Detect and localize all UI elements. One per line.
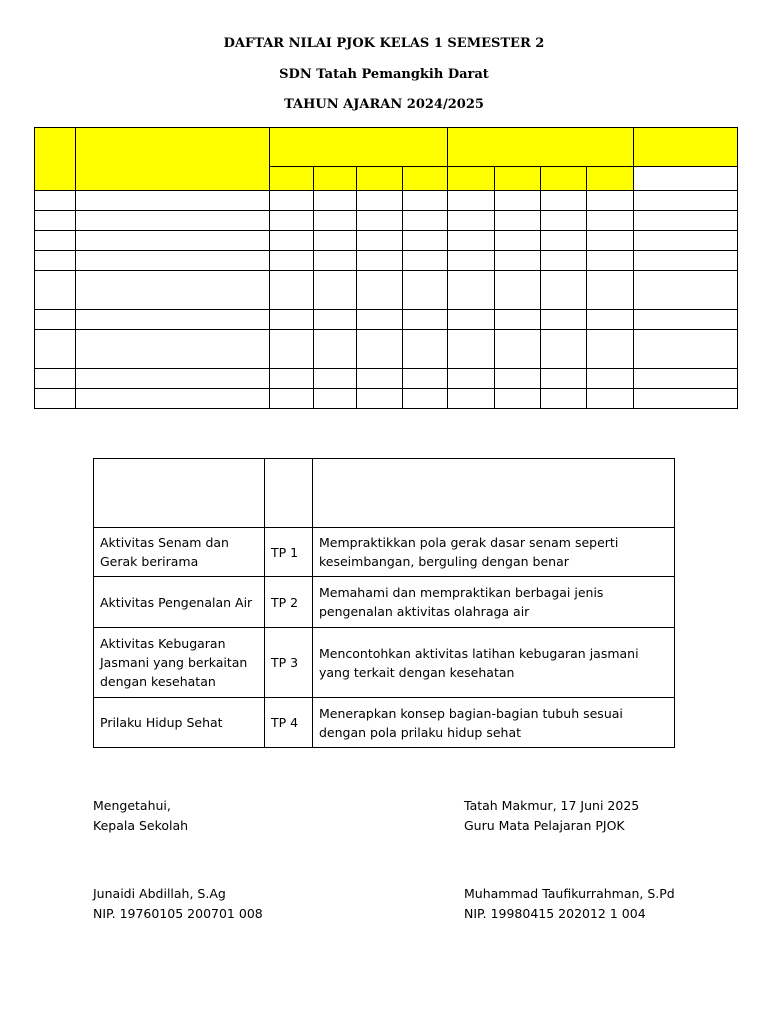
grade-cell bbox=[541, 211, 587, 231]
header-subcell bbox=[314, 167, 357, 191]
tp-goal: Mempraktikkan pola gerak dasar senam seperti keseimbangan, berguling dengan benar bbox=[313, 528, 675, 577]
grade-cell bbox=[587, 369, 634, 389]
grade-cell bbox=[403, 389, 448, 409]
grade-cell bbox=[314, 211, 357, 231]
grade-cell bbox=[35, 271, 76, 310]
header-cell-name bbox=[76, 128, 270, 191]
header-subcell bbox=[587, 167, 634, 191]
grade-cell bbox=[495, 369, 541, 389]
grade-cell bbox=[76, 389, 270, 409]
header-cell-final bbox=[634, 128, 738, 167]
grade-cell bbox=[448, 231, 495, 251]
grade-cell bbox=[495, 330, 541, 369]
tp-material: Aktivitas Pengenalan Air bbox=[94, 577, 265, 628]
grade-cell bbox=[76, 231, 270, 251]
grade-cell bbox=[270, 330, 314, 369]
grade-row bbox=[35, 251, 738, 271]
grade-cell bbox=[403, 330, 448, 369]
grade-cell bbox=[357, 310, 403, 330]
grade-cell bbox=[35, 191, 76, 211]
header-subcell bbox=[448, 167, 495, 191]
header-subcell-final bbox=[634, 167, 738, 191]
grade-cell bbox=[541, 231, 587, 251]
grade-cell bbox=[634, 271, 738, 310]
grade-cell bbox=[448, 310, 495, 330]
grade-cell bbox=[541, 271, 587, 310]
grade-cell bbox=[448, 251, 495, 271]
header-subcell bbox=[541, 167, 587, 191]
grade-cell bbox=[541, 191, 587, 211]
tp-row bbox=[94, 628, 675, 698]
grade-cell bbox=[357, 251, 403, 271]
grade-cell bbox=[270, 369, 314, 389]
grade-cell bbox=[270, 389, 314, 409]
grade-cell bbox=[357, 191, 403, 211]
grade-cell bbox=[314, 369, 357, 389]
grade-cell bbox=[495, 251, 541, 271]
learning-objectives-table bbox=[93, 458, 675, 748]
grade-row bbox=[35, 211, 738, 231]
grade-cell bbox=[35, 211, 76, 231]
tp-row bbox=[94, 528, 675, 577]
grade-cell bbox=[587, 251, 634, 271]
tp-code: TP 1 bbox=[265, 528, 313, 577]
principal-block bbox=[93, 796, 188, 836]
grade-cell bbox=[403, 211, 448, 231]
grade-cell bbox=[35, 369, 76, 389]
grade-cell bbox=[541, 330, 587, 369]
teacher-name: Muhammad Taufikurrahman, S.Pd bbox=[464, 886, 675, 901]
teacher-signature bbox=[464, 884, 675, 924]
grade-row bbox=[35, 389, 738, 409]
tp-goal: Memahami dan mempraktikan berbagai jenis pengenalan aktivitas olahraga air bbox=[313, 577, 675, 628]
grade-row bbox=[35, 310, 738, 330]
grade-cell bbox=[270, 310, 314, 330]
grade-cell bbox=[35, 389, 76, 409]
grade-cell bbox=[314, 389, 357, 409]
tp-header-material bbox=[94, 459, 265, 528]
header-subcell bbox=[270, 167, 314, 191]
grade-cell bbox=[495, 310, 541, 330]
teacher-nip: NIP. 19980415 202012 1 004 bbox=[464, 906, 646, 921]
grade-cell bbox=[76, 191, 270, 211]
grade-cell bbox=[76, 271, 270, 310]
header-subcell bbox=[357, 167, 403, 191]
grade-cell bbox=[357, 231, 403, 251]
grade-cell bbox=[448, 389, 495, 409]
grade-cell bbox=[35, 330, 76, 369]
grade-cell bbox=[314, 231, 357, 251]
grade-cell bbox=[35, 231, 76, 251]
acknowledged-label: Mengetahui, bbox=[93, 798, 171, 813]
grade-cell bbox=[541, 389, 587, 409]
tp-material: Prilaku Hidup Sehat bbox=[94, 698, 265, 748]
grade-cell bbox=[76, 211, 270, 231]
grade-row bbox=[35, 369, 738, 389]
grade-cell bbox=[76, 369, 270, 389]
grade-cell bbox=[357, 271, 403, 310]
grade-cell bbox=[314, 251, 357, 271]
tp-material: Aktivitas Kebugaran Jasmani yang berkaitan dengan kesehatan bbox=[94, 628, 265, 698]
tp-header-goal bbox=[313, 459, 675, 528]
grade-cell bbox=[403, 251, 448, 271]
teacher-title: Guru Mata Pelajaran PJOK bbox=[464, 818, 625, 833]
grade-cell bbox=[357, 211, 403, 231]
grade-cell bbox=[270, 251, 314, 271]
grade-row bbox=[35, 191, 738, 211]
grade-row bbox=[35, 330, 738, 369]
tp-goal: Mencontohkan aktivitas latihan kebugaran jasmani yang terkait dengan kesehatan bbox=[313, 628, 675, 698]
grade-cell bbox=[448, 271, 495, 310]
grade-cell bbox=[357, 330, 403, 369]
grade-cell bbox=[587, 231, 634, 251]
grade-cell bbox=[448, 211, 495, 231]
grade-cell bbox=[495, 389, 541, 409]
grade-cell bbox=[448, 369, 495, 389]
grade-cell bbox=[76, 251, 270, 271]
grade-cell bbox=[634, 191, 738, 211]
grade-cell bbox=[634, 389, 738, 409]
grade-cell bbox=[634, 330, 738, 369]
grade-cell bbox=[357, 369, 403, 389]
grade-cell bbox=[634, 310, 738, 330]
grade-cell bbox=[76, 310, 270, 330]
grade-cell bbox=[495, 191, 541, 211]
grade-cell bbox=[270, 271, 314, 310]
header-cell-no bbox=[35, 128, 76, 191]
tp-code: TP 4 bbox=[265, 698, 313, 748]
grade-cell bbox=[270, 191, 314, 211]
principal-title: Kepala Sekolah bbox=[93, 818, 189, 833]
grade-cell bbox=[634, 231, 738, 251]
tp-header-code bbox=[265, 459, 313, 528]
grade-cell bbox=[634, 211, 738, 231]
grade-cell bbox=[314, 271, 357, 310]
tp-row bbox=[94, 577, 675, 628]
tp-row bbox=[94, 698, 675, 748]
tp-code: TP 2 bbox=[265, 577, 313, 628]
grade-cell bbox=[270, 231, 314, 251]
grade-cell bbox=[403, 271, 448, 310]
grade-cell bbox=[587, 211, 634, 231]
grade-cell bbox=[541, 251, 587, 271]
document-title: DAFTAR NILAI PJOK KELAS 1 SEMESTER 2 bbox=[223, 36, 545, 51]
principal-name: Junaidi Abdillah, S.Ag bbox=[93, 886, 226, 901]
grade-cell bbox=[314, 191, 357, 211]
grade-row bbox=[35, 231, 738, 251]
principal-nip: NIP. 19760105 200701 008 bbox=[93, 906, 263, 921]
teacher-block bbox=[464, 796, 639, 836]
academic-year: TAHUN AJARAN 2024/2025 bbox=[284, 97, 484, 112]
grade-cell bbox=[495, 231, 541, 251]
grade-cell bbox=[403, 310, 448, 330]
principal-signature bbox=[93, 884, 263, 924]
grade-cell bbox=[403, 191, 448, 211]
grade-cell bbox=[587, 191, 634, 211]
school-name: SDN Tatah Pemangkih Darat bbox=[279, 67, 489, 82]
grade-cell bbox=[35, 251, 76, 271]
grade-cell bbox=[587, 330, 634, 369]
header-cell-group-2 bbox=[448, 128, 634, 167]
grade-cell bbox=[495, 271, 541, 310]
grade-cell bbox=[541, 310, 587, 330]
grade-cell bbox=[314, 330, 357, 369]
grade-cell bbox=[541, 369, 587, 389]
tp-material: Aktivitas Senam dan Gerak berirama bbox=[94, 528, 265, 577]
header-cell-group-1 bbox=[270, 128, 448, 167]
grade-cell bbox=[587, 271, 634, 310]
grade-cell bbox=[357, 389, 403, 409]
grade-cell bbox=[403, 369, 448, 389]
grade-cell bbox=[314, 310, 357, 330]
grade-cell bbox=[448, 330, 495, 369]
grade-cell bbox=[448, 191, 495, 211]
grade-row bbox=[35, 271, 738, 310]
grade-cell bbox=[634, 369, 738, 389]
tp-code: TP 3 bbox=[265, 628, 313, 698]
grade-cell bbox=[35, 310, 76, 330]
grade-table bbox=[34, 127, 738, 409]
header-subcell bbox=[495, 167, 541, 191]
place-date: Tatah Makmur, 17 Juni 2025 bbox=[464, 798, 640, 813]
tp-goal: Menerapkan konsep bagian-bagian tubuh sesuai dengan pola prilaku hidup sehat bbox=[313, 698, 675, 748]
grade-cell bbox=[403, 231, 448, 251]
header-subcell bbox=[403, 167, 448, 191]
grade-cell bbox=[495, 211, 541, 231]
grade-cell bbox=[587, 389, 634, 409]
grade-cell bbox=[270, 211, 314, 231]
grade-cell bbox=[634, 251, 738, 271]
grade-cell bbox=[587, 310, 634, 330]
grade-cell bbox=[76, 330, 270, 369]
